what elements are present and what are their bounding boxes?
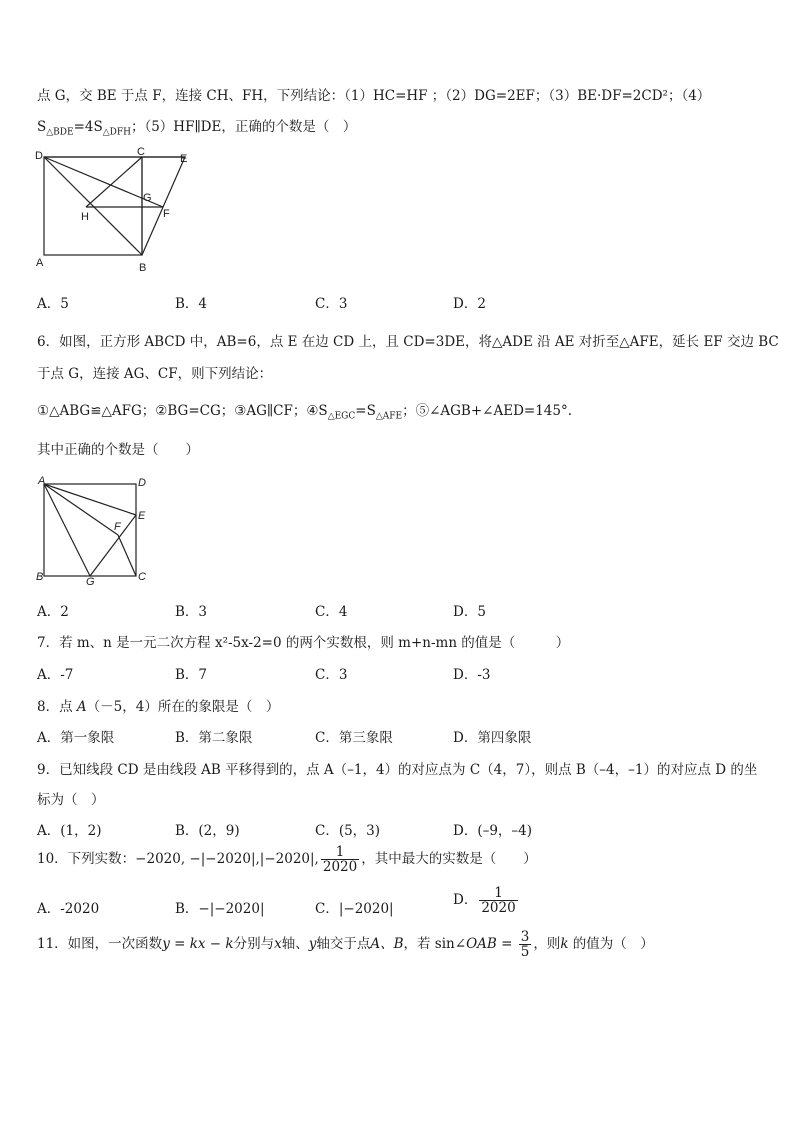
q6-label-a: A [38, 475, 46, 487]
q8-text [37, 695, 279, 715]
q5-label-d: D [35, 150, 43, 162]
q11-frac-den: 5 [520, 944, 530, 961]
q5-label-f: F [163, 208, 170, 220]
q9-line-1: 9．已知线段 CD 是由线段 AB 平移得到的，点 A（–1，4）的对应点为 C（4，7），则点 B（–4，–1）的对应点 D 的坐 [37, 762, 758, 778]
q11-points: A、B [370, 936, 404, 953]
q11-part-c: 轴、 [281, 936, 309, 953]
q11-k: k [560, 936, 569, 953]
q6-line-1: 6．如图，正方形 ABCD 中，AB=6，点 E 在边 CD 上，且 CD=3DE，将△ADE 沿 AE 对折至△AFE，延长 EF 交边 BC [37, 334, 779, 350]
q8-option-c[interactable]: C．第三象限 [315, 730, 393, 746]
q6-line-4: 其中正确的个数是（ ） [37, 442, 199, 458]
q5-line-1: 点 G，交 BE 于点 F，连接 CH、FH，下列结论：（1）HC=HF ；（2）DG=2EF；（3）BE·DF=2CD²；（4） [37, 88, 711, 104]
q11-frac-num: 3 [520, 929, 530, 945]
q11-fraction [519, 930, 532, 959]
q10-option-d-label: D． [453, 892, 478, 909]
q5-sub-dfh: △DFH [102, 127, 131, 138]
q10-suffix: ，其中最大的实数是（ ） [361, 851, 537, 868]
q11-y: y [308, 936, 317, 953]
q5-label-c: C [137, 146, 145, 158]
q6-label-f: F [114, 521, 121, 533]
q6-line-eg [90, 515, 136, 576]
q10-option-b[interactable]: B．−|−2020| [175, 901, 265, 917]
q5-label-e: E [180, 153, 188, 165]
q9-line-2: 标为（ ） [37, 792, 105, 808]
q11-part-f: = [496, 936, 517, 953]
q11-part-a: 11．如图，一次函数 [37, 936, 163, 953]
q8-option-a[interactable]: A．第一象限 [37, 730, 115, 746]
q5-area-symbol: S [37, 119, 47, 135]
q8-option-d[interactable]: D．第四象限 [453, 730, 532, 746]
q6-square [44, 484, 136, 576]
q6-line-2: 于点 G，连接 AG、CF，则下列结论： [37, 366, 273, 382]
q6-label-d: D [138, 477, 146, 489]
q5-diagonal-db [44, 157, 142, 255]
q9-option-b[interactable]: B．(2，9) [175, 823, 240, 839]
q6-option-c[interactable]: C．4 [315, 604, 348, 620]
q5-triangle-ceb [142, 157, 185, 255]
q7-option-a[interactable]: A．-7 [37, 667, 74, 683]
q5-line-2-rest: ；（5）HF∥DE，正确的个数是（ ） [130, 119, 357, 135]
q9-option-c[interactable]: C．(5，3) [315, 823, 381, 839]
q10-option-a[interactable]: A．-2020 [37, 901, 100, 917]
q10-option-d[interactable] [453, 886, 520, 915]
q6-sub-afe: △AFE [375, 411, 403, 422]
q11-part-g: ，则 [533, 936, 561, 953]
q11-part-b: 分别与 [233, 936, 275, 953]
q10-frac-num: 1 [321, 845, 359, 860]
q5-figure [30, 145, 200, 275]
q6-conclusions-a: ①△ABG≌△AFG；②BG=CG；③AG∥CF；④S [37, 403, 328, 419]
q6-conclusions-b: =S [355, 403, 376, 419]
q6-option-d[interactable]: D．5 [453, 604, 486, 620]
q5-option-a[interactable]: A．5 [37, 296, 69, 312]
q9-option-d[interactable]: D．(–9，–4) [453, 823, 533, 839]
q6-option-a[interactable]: A．2 [37, 604, 69, 620]
q5-line-ch [86, 157, 142, 207]
q10-frac-den: 2020 [322, 859, 358, 876]
q8-prefix: 8．点 [37, 699, 77, 715]
q7-option-d[interactable]: D．-3 [453, 667, 491, 683]
q6-label-c: C [138, 571, 146, 583]
q6-conclusions-c: ；⑤∠AGB+∠AED=145°. [402, 403, 573, 419]
q11-text [37, 930, 654, 959]
q8-suffix: （－5，4）所在的象限是（ ） [86, 699, 280, 715]
q5-option-c[interactable]: C．3 [315, 296, 348, 312]
q10-optd-num: 1 [479, 886, 517, 901]
q5-line-2 [37, 115, 356, 138]
q7-option-c[interactable]: C．3 [315, 667, 348, 683]
q6-line-fc [118, 535, 136, 576]
q8-option-b[interactable]: B．第二象限 [175, 730, 253, 746]
q10-text [37, 845, 537, 874]
q10-option-c[interactable]: C．|−2020| [315, 901, 394, 917]
q11-oab: OAB [466, 936, 497, 953]
q5-label-h: H [81, 211, 89, 223]
q6-label-e: E [138, 510, 146, 522]
q5-option-d[interactable]: D．2 [453, 296, 486, 312]
q10-fraction [321, 845, 359, 874]
q5-label-g: G [143, 192, 152, 204]
q6-option-b[interactable]: B．3 [175, 604, 208, 620]
q5-option-b[interactable]: B．4 [175, 296, 208, 312]
q11-expr: y = kx − k [162, 936, 234, 953]
q7-text: 7．若 m、n 是一元二次方程 x²-5x-2=0 的两个实数根，则 m+n-mn 的值是（ ） [37, 635, 570, 651]
q5-label-a: A [36, 257, 44, 269]
q10-prefix: 10．下列实数：−2020, −|−2020|,|−2020|, [37, 851, 319, 868]
q11-part-e: ，若 sin∠ [403, 936, 467, 953]
q11-x: x [274, 936, 282, 953]
q11-part-h: 的值为（ ） [568, 936, 654, 953]
q6-line-3 [37, 399, 572, 422]
q6-sub-egc: △EGC [327, 411, 356, 422]
q6-line-af [44, 484, 118, 535]
q5-eq: =4S [73, 119, 103, 135]
q7-option-b[interactable]: B．7 [175, 667, 208, 683]
q10-option-d-fraction [479, 886, 517, 915]
q6-label-b: B [36, 571, 44, 583]
q6-figure [30, 472, 160, 590]
q5-sub-bde: △BDE [46, 127, 74, 138]
q11-part-d: 轴交于点 [316, 936, 371, 953]
q8-point: A [76, 699, 87, 715]
q5-label-b: B [139, 262, 147, 274]
q6-label-g: G [86, 576, 95, 588]
q10-optd-den: 2020 [481, 900, 516, 917]
q9-option-a[interactable]: A．(1，2) [37, 823, 102, 839]
